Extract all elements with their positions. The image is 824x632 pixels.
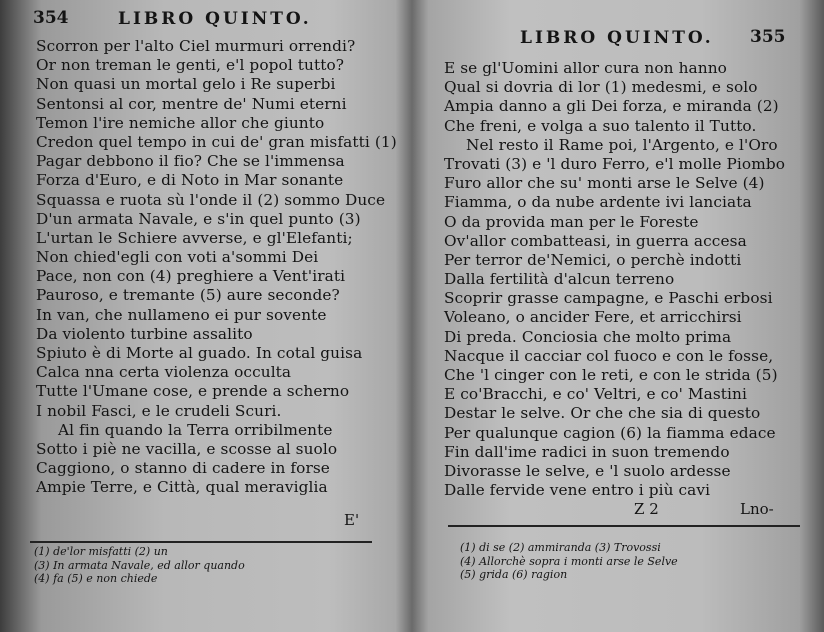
footnote-line: (1) de'lor misfatti (2) un [34, 545, 168, 558]
verse-line: E co'Bracchi, e co' Veltri, e co' Mastini [444, 385, 747, 404]
verse-line: Divorasse le selve, e 'l suolo ardesse [444, 461, 731, 480]
verse-line: Furo allor che su' monti arse le Selve (4) [444, 174, 765, 193]
verse-line: I nobil Fasci, e le crudeli Scuri. [36, 401, 282, 420]
verse-line: Nel resto il Rame poi, l'Argento, e l'Oro [466, 135, 778, 154]
page-number: 355 [750, 27, 786, 47]
footnotes [34, 545, 245, 586]
verse-line: Pace, non con (4) preghiere a Vent'irati [36, 267, 346, 286]
verse-line: Dalla fertilità d'alcun terreno [444, 270, 675, 289]
verse-line: Forza d'Euro, e di Noto in Mar sonante [36, 171, 344, 190]
left-page [0, 0, 410, 632]
verse-line: Ampia danno a gli Dei forza, e miranda (2) [444, 97, 779, 116]
footnote-line: (4) fa (5) e non chiede [34, 572, 158, 585]
running-head: LIBRO QUINTO. [118, 9, 312, 29]
verse-line: Di preda. Conciosia che molto prima [444, 327, 732, 346]
verse-line: Pauroso, e tremante (5) aure seconde? [36, 286, 340, 305]
verse-line: Scoprir grasse campagne, e Paschi erbosi [444, 289, 773, 308]
running-head: LIBRO QUINTO. [520, 28, 714, 48]
verse-line: Or non treman le genti, e'l popol tutto? [36, 56, 345, 75]
verse-line: Caggiono, o stanno di cadere in forse [36, 459, 330, 478]
footnote-line: (5) grida (6) ragion [460, 568, 568, 581]
verse-line: Calca nna certa violenza occulta [36, 363, 292, 382]
verse-line: Fiamma, o da nube ardente ivi lanciata [444, 193, 752, 212]
verse-line: Temon l'ire nemiche allor che giunto [36, 113, 325, 132]
verse-line: Ov'allor combatteasi, in guerra accesa [444, 231, 747, 250]
footnote-line: (4) Allorchè sopra i monti arse le Selve [460, 554, 678, 568]
footnote-rule [30, 541, 372, 543]
verse-line: Che freni, e volga a suo talento il Tutto. [444, 116, 757, 135]
verse-line: Non chied'egli con voti a'sommi Dei [36, 248, 319, 267]
verse-line: Non quasi un mortal gelo i Re superbi [36, 75, 336, 94]
verse-line: In van, che nullameno ei pur sovente [36, 305, 327, 324]
verse-line: Da violento turbine assalito [36, 324, 253, 343]
verse-line: Destar le selve. Or che che sia di questo [444, 404, 761, 423]
verse-line: Al fin quando la Terra orribilmente [58, 420, 333, 439]
verse-line: Fin dall'ime radici in suon tremendo [444, 442, 730, 461]
verse-line: Nacque il cacciar col fuoco e con le fosse, [444, 346, 774, 365]
verse-line: O da provida man per le Foreste [444, 212, 699, 231]
verse-line: Dalle fervide vene entro i più cavi [444, 481, 711, 500]
verse-line: Tutte l'Umane cose, e prende a scherno [36, 382, 350, 401]
verse-line: L'urtan le Schiere avverse, e gl'Elefanti; [36, 228, 353, 247]
footnote-line: (3) In armata Navale, ed allor quando [34, 558, 245, 572]
verse-line: Scorron per l'alto Ciel murmuri orrendi? [36, 37, 356, 55]
verse-block [444, 59, 785, 500]
right-page [410, 0, 824, 632]
verse-line: Voleano, o ancider Fere, et arricchirsi [444, 308, 742, 327]
verse-line: Trovati (3) e 'l duro Ferro, e'l molle Piombo [444, 154, 786, 173]
verse-line: Squassa e ruota sù l'onde il (2) sommo Duce [36, 190, 386, 209]
verse-line: Pagar debbono il fio? Che se l'immensa [36, 152, 345, 171]
catchword: Lno- [740, 500, 774, 518]
footnote-rule [448, 525, 800, 527]
footnotes [460, 541, 678, 582]
footnote-line: (1) di se (2) ammiranda (3) Trovossi [460, 541, 661, 554]
verse-line: Credon quel tempo in cui de' gran misfatti (1) [36, 132, 397, 151]
verse-line: D'un armata Navale, e s'in quel punto (3) [36, 209, 361, 228]
printer-signature: Z 2 [634, 500, 659, 518]
catchword: E' [344, 511, 360, 529]
verse-line: Ampie Terre, e Città, qual meraviglia [36, 478, 328, 497]
verse-line: Spiuto è di Morte al guado. In cotal guisa [36, 344, 363, 362]
verse-line: Qual si dovria di lor (1) medesmi, e solo [444, 78, 758, 97]
page-number: 354 [33, 8, 69, 28]
verse-line: Sentonsi al cor, mentre de' Numi eterni [36, 94, 347, 113]
verse-line: Per terror de'Nemici, o perchè indotti [444, 250, 742, 269]
verse-line: Per qualunque cagion (6) la fiamma edace [444, 423, 776, 442]
verse-line: Che 'l cinger con le reti, e con le strida (5) [444, 366, 778, 384]
verse-block [36, 37, 397, 498]
verse-line: E se gl'Uomini allor cura non hanno [444, 59, 727, 77]
verse-line: Sotto i piè ne vacilla, e scosse al suolo [36, 439, 338, 458]
